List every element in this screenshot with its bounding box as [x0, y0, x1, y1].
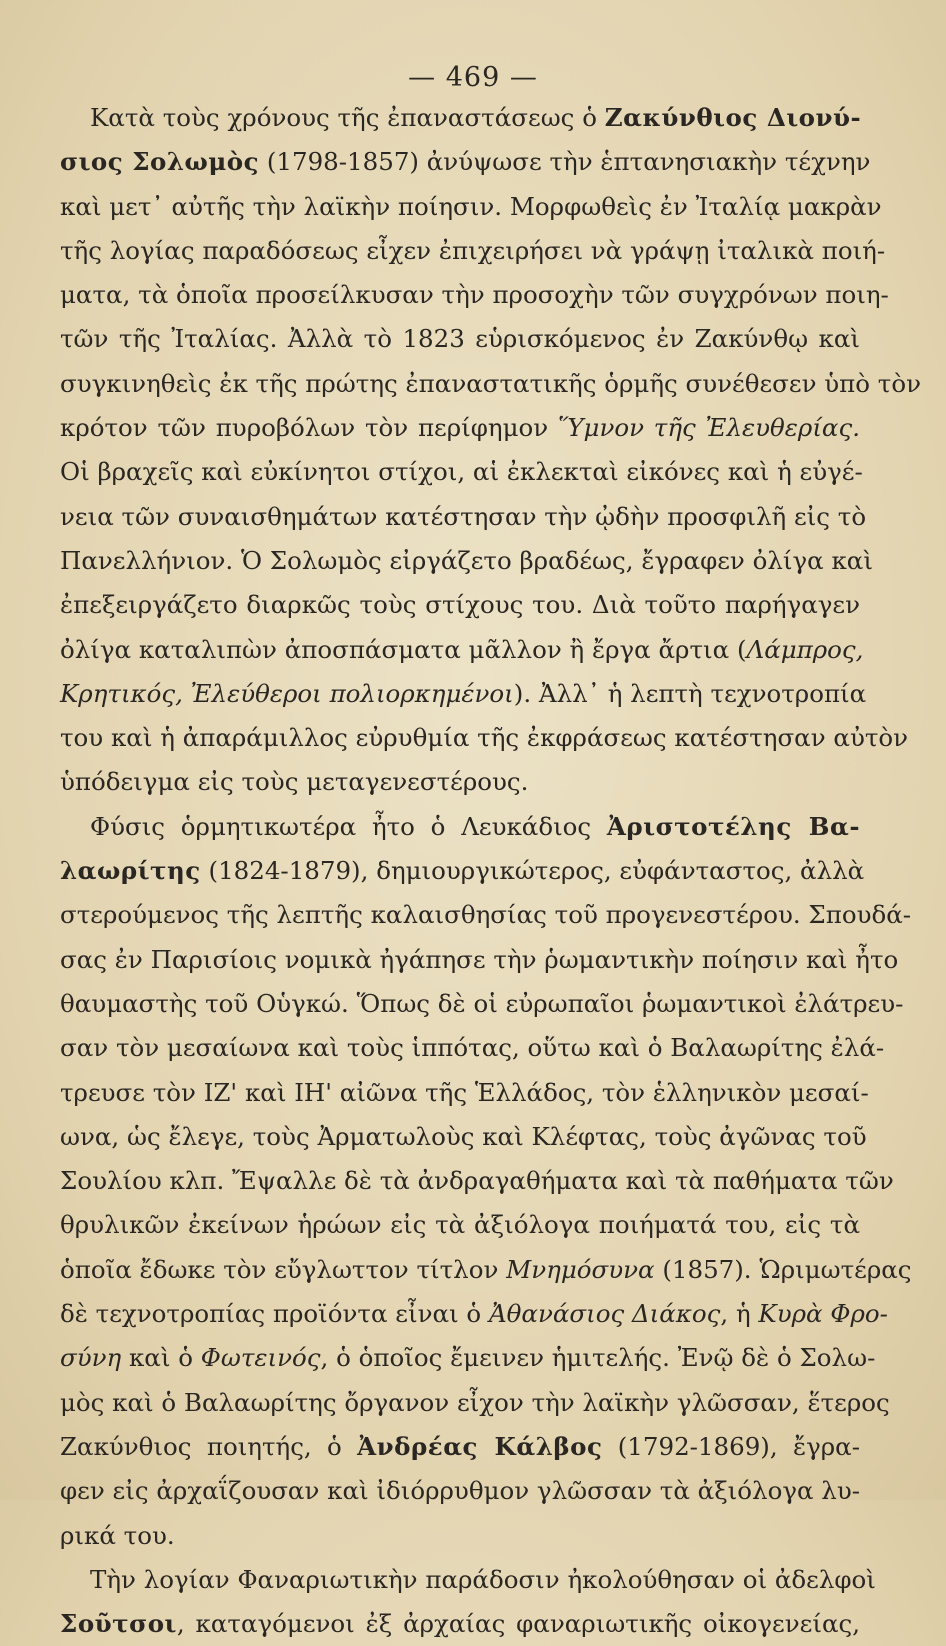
- text-line: [60, 539, 873, 583]
- bold-name: Ζακύνθιος Διονύ-: [604, 103, 862, 132]
- text-line: [60, 273, 889, 317]
- italic-title: Μνημόσυνα: [506, 1254, 655, 1284]
- text-line: [60, 140, 871, 184]
- text-span: ωνα, ὡς ἔλεγε, τοὺς Ἀρματωλοὺς καὶ Κλέφτας, τοὺς ἀγῶνας τοῦ: [60, 1121, 867, 1151]
- text-span: ματα, τὰ ὁποῖα προσείλκυσαν τὴν προσοχὴν τῶν συγχρόνων ποιη-: [60, 280, 889, 310]
- text-line: [60, 1381, 890, 1425]
- italic-title: Κυρὰ Φρο-: [758, 1299, 888, 1329]
- text-line: [60, 406, 860, 450]
- text-line: [60, 849, 865, 893]
- text-span: συγκινηθεὶς ἐκ τῆς πρώτης ἐπαναστατικῆς ὁρμῆς συνέθεσεν ὑπὸ τὸν: [60, 368, 921, 398]
- text-line: [60, 1602, 860, 1646]
- text-span: τρευσε τὸν ΙΖ' καὶ ΙΗ' αἰῶνα τῆς Ἑλλάδος, τὸν ἑλληνικὸν μεσαί-: [60, 1077, 869, 1107]
- text-line: [60, 805, 860, 849]
- italic-title: Ὕμνον τῆς Ἐλευθερίας.: [557, 413, 860, 443]
- text-span: τῶν τῆς Ἰταλίας. Ἀλλὰ τὸ 1823 εὑρισκόμενος ἐν Ζακύνθῳ καὶ: [60, 324, 860, 354]
- text-line: [60, 628, 864, 672]
- text-line: [60, 1026, 885, 1070]
- text-line: [60, 317, 860, 361]
- text-span: φεν εἰς ἀρχαΐζουσαν καὶ ἰδιόρρυθμον γλῶσσαν τὰ ἀξιόλογα λυ-: [60, 1476, 860, 1506]
- text-line: [60, 1248, 912, 1292]
- text-line: [60, 495, 867, 539]
- text-line: [60, 229, 886, 273]
- text-span: νεια τῶν συναισθημάτων κατέστησαν τὴν ᾠδὴν προσφιλῆ εἰς τὸ: [60, 501, 867, 531]
- text-line: [60, 1203, 860, 1247]
- text-line: [60, 1469, 860, 1513]
- italic-title: σύνη: [60, 1343, 122, 1373]
- text-line: [60, 672, 867, 716]
- text-line: [60, 1514, 860, 1558]
- text-span: (1792-1869), ἔγρα-: [602, 1431, 860, 1461]
- text-span: ἐπεξειργάζετο διαρκῶς τοὺς στίχους του. Διὰ τοῦτο παρήγαγεν: [60, 590, 860, 620]
- text-span: Σουλίου κλπ. Ἔψαλλε δὲ τὰ ἀνδραγαθήματα καὶ τὰ παθήματα τῶν: [60, 1166, 894, 1196]
- text-span: , καταγόμενοι ἐξ ἀρχαίας φαναριωτικῆς οἰκογενείας,: [176, 1609, 860, 1639]
- text-line: [60, 362, 921, 406]
- text-span: καὶ ὁ: [121, 1343, 201, 1373]
- text-line: [60, 893, 912, 937]
- text-span: (1798-1857) ἀνύψωσε τὴν ἑπτανησιακὴν τέχνην: [259, 147, 871, 177]
- text-span: Φύσις ὁρμητικωτέρα ἦτο ὁ Λευκάδιος: [90, 811, 607, 841]
- text-span: ὑπόδειγμα εἰς τοὺς μεταγενεστέρους.: [60, 767, 529, 797]
- text-span: του καὶ ἡ ἀπαράμιλλος εὐρυθμία τῆς ἐκφράσεως κατέστησαν αὐτὸν: [60, 723, 909, 753]
- text-line: [60, 1558, 876, 1602]
- text-line: [60, 1071, 869, 1115]
- text-span: θρυλικῶν ἐκείνων ἡρώων εἰς τὰ ἀξιόλογα ποιήματά του, εἰς τὰ: [60, 1210, 860, 1240]
- text-span: Ζακύνθιος ποιητής, ὁ: [60, 1431, 358, 1461]
- italic-title: Ἀθανάσιος Διάκος: [488, 1299, 721, 1329]
- text-line: [60, 185, 882, 229]
- text-span: Πανελλήνιον. Ὁ Σολωμὸς εἰργάζετο βραδέως, ἔγραφεν ὀλίγα καὶ: [60, 545, 873, 575]
- text-span: ὁποῖα ἔδωκε τὸν εὔγλωττον τίτλον: [60, 1254, 507, 1284]
- bold-name: λαωρίτης: [60, 856, 201, 886]
- bold-name: Ἀνδρέας Κάλβος: [357, 1431, 603, 1461]
- text-span: σαν τὸν μεσαίωνα καὶ τοὺς ἱππότας, οὕτω καὶ ὁ Βαλαωρίτης ἐλά-: [60, 1033, 885, 1063]
- text-line: [60, 96, 860, 140]
- text-line: [60, 938, 899, 982]
- italic-title: Φωτεινός: [200, 1343, 321, 1373]
- text-span: καὶ μετ᾽ αὐτῆς τὴν λαϊκὴν ποίησιν. Μορφωθεὶς ἐν Ἰταλίᾳ μακρὰν: [60, 191, 882, 221]
- text-line: [60, 1336, 876, 1380]
- text-line: [60, 982, 904, 1026]
- text-span: ρικά του.: [60, 1520, 175, 1550]
- text-span: δὲ τεχνοτροπίας προϊόντα εἶναι ὁ: [60, 1299, 489, 1329]
- text-span: τῆς λογίας παραδόσεως εἶχεν ἐπιχειρήσει νὰ γράψῃ ἰταλικὰ ποιή-: [60, 235, 886, 265]
- text-span: Τὴν λογίαν Φαναριωτικὴν παράδοσιν ἠκολούθησαν οἱ ἀδελφοὶ: [90, 1564, 876, 1594]
- italic-title: Λάμπρος,: [746, 634, 864, 664]
- text-span: θαυμαστὴς τοῦ Οὑγκώ. Ὅπως δὲ οἱ εὐρωπαῖοι ῥωμαντικοὶ ἐλάτρευ-: [60, 988, 904, 1018]
- text-span: (1824-1879), δημιουργικώτερος, εὐφάνταστος, ἀλλὰ: [200, 856, 865, 886]
- text-line: [60, 1115, 867, 1159]
- text-span: σας ἐν Παρισίοις νομικὰ ἠγάπησε τὴν ῥωμαντικὴν ποίησιν καὶ ἦτο: [60, 944, 899, 974]
- text-line: [60, 1425, 860, 1469]
- text-span: στερούμενος τῆς λεπτῆς καλαισθησίας τοῦ προγενεστέρου. Σπουδά-: [60, 900, 912, 930]
- text-span: ὀλίγα καταλιπὼν ἀποσπάσματα μᾶλλον ἢ ἔργα ἄρτια (: [60, 634, 747, 664]
- text-line: [60, 1292, 888, 1336]
- text-span: (1857). Ὡριμωτέρας: [654, 1254, 912, 1284]
- text-span: μὸς καὶ ὁ Βαλαωρίτης ὄργανον εἶχον τὴν λαϊκὴν γλῶσσαν, ἕτερος: [60, 1387, 890, 1417]
- text-span: ). Ἀλλ᾽ ἡ λεπτὴ τεχνοτροπία: [513, 678, 867, 708]
- bold-name: σιος Σολωμὸς: [60, 147, 260, 177]
- text-span: Κατὰ τοὺς χρόνους τῆς ἐπαναστάσεως ὁ: [90, 103, 605, 132]
- text-line: [60, 583, 860, 627]
- page-number: — 469 —: [408, 62, 538, 93]
- text-span: Οἱ βραχεῖς καὶ εὐκίνητοι στίχοι, αἱ ἐκλεκταὶ εἰκόνες καὶ ἡ εὐγέ-: [60, 457, 863, 487]
- text-line: [60, 760, 860, 804]
- italic-title: Κρητικός, Ἐλεύθεροι πολιορκημένοι: [60, 678, 514, 708]
- text-line: [60, 716, 909, 760]
- text-line: [60, 450, 863, 494]
- bold-name: Σοῦτσοι: [60, 1609, 177, 1639]
- text-span: , ὁ ὁποῖος ἔμεινεν ἡμιτελής. Ἐνῷ δὲ ὁ Σολω-: [320, 1343, 876, 1373]
- body-text: [60, 96, 921, 1646]
- text-span: κρότον τῶν πυροβόλων τὸν περίφημον: [60, 413, 558, 443]
- text-span: , ἡ: [720, 1299, 759, 1329]
- text-line: [60, 1159, 894, 1203]
- bold-name: Ἀριστοτέλης Βα-: [606, 811, 860, 841]
